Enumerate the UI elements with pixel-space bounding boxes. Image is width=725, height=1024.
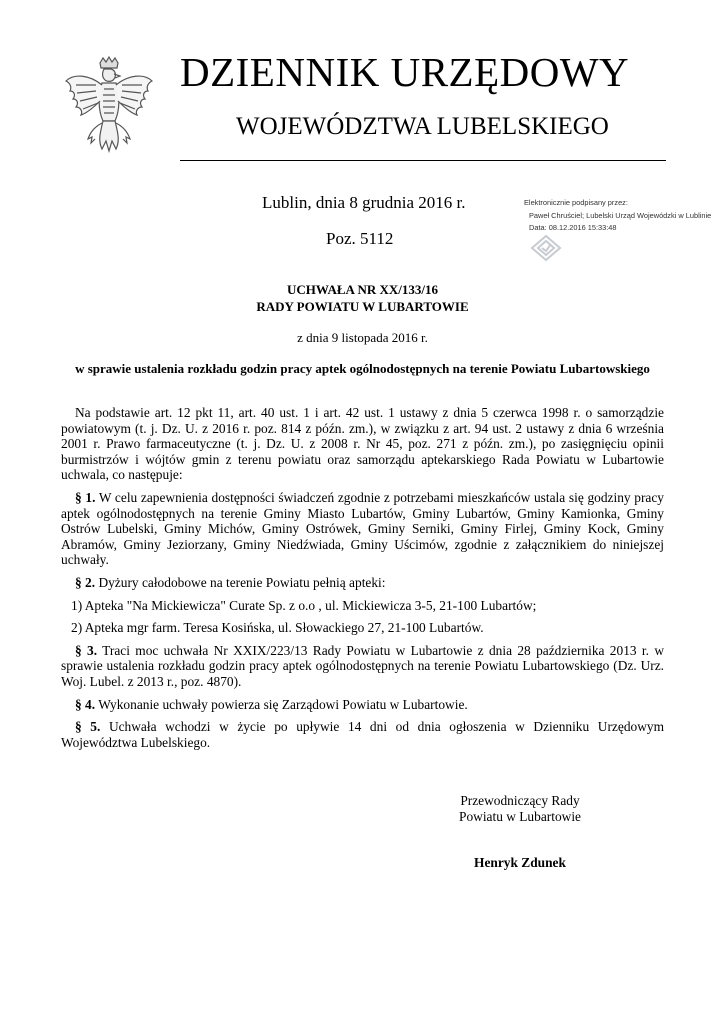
act-issuer: RADY POWIATU W LUBARTOWIE — [256, 299, 469, 314]
electronic-signature-block — [524, 197, 720, 235]
act-date: z dnia 9 listopada 2016 r. — [297, 330, 428, 345]
act-number: UCHWAŁA NR XX/133/16 — [287, 282, 438, 297]
signature-signer: Paweł Chruściel; Lubelski Urząd Wojewódzki w Lublinie — [529, 210, 712, 220]
place-date: Lublin, dnia 8 grudnia 2016 r. — [262, 193, 466, 212]
preamble: Na podstawie art. 12 pkt 11, art. 40 ust. 1 i art. 42 ust. 1 ustawy z dnia 5 czerwca 1998 r. o samorządzie powiatowym (t. j. Dz. U. z 2016 r. poz. 814 z późn. zm.), w związku z art. 94 ust. 2 ustawy z dnia 6 września 2001 r. Prawo farmaceutyczne (t. j. Dz. U. z 2008 r. Nr 45, poz. 271 z późn. zm.), po zasięgnięciu opinii burmistrzów i wójtów gmin z terenu powiatu oraz samorządu aptekarskiego Rada Powiatu w Lubartowie uchwala, co następuje: — [61, 405, 664, 483]
section-5 — [61, 719, 664, 750]
chair-title — [440, 793, 600, 824]
header-divider — [180, 160, 666, 161]
section-1-label: § 1. — [75, 489, 96, 505]
journal-title: DZIENNIK URZĘDOWY — [180, 49, 630, 95]
chair-line-1: Przewodniczący Rady — [460, 793, 580, 808]
section-3-text: Traci moc uchwała Nr XXIX/223/13 Rady Powiatu w Lubartowie z dnia 28 października 2013 r. w sprawie ustalenia rozkładu godzin pracy aptek ogólnodostępnych na terenie Powiatu Lubartowskiego (Dz. Urz. Woj. Lubel. z 2013 r., poz. 4870). — [61, 642, 664, 689]
act-subject: w sprawie ustalenia rozkładu godzin pracy aptek ogólnodostępnych na terenie Powiatu Lubartowskiego — [75, 361, 650, 376]
section-3 — [61, 643, 664, 690]
act-content — [61, 405, 664, 757]
section-5-label: § 5. — [75, 719, 101, 735]
journal-subtitle: WOJEWÓDZTWA LUBELSKIEGO — [236, 113, 609, 140]
signature-label: Elektronicznie podpisany przez: — [524, 198, 628, 207]
section-5-text: Uchwała wchodzi w życie po upływie 14 dni od dnia ogłoszenia w Dzienniku Urzędowym Województwa Lubelskiego. — [61, 719, 664, 750]
position-number: Poz. 5112 — [326, 229, 394, 248]
act-heading — [0, 281, 725, 315]
signature-date: Data: 08.12.2016 15:33:48 — [529, 223, 617, 232]
section-3-label: § 3. — [75, 642, 98, 658]
section-2-label: § 2. — [75, 574, 96, 590]
section-4-text: Wykonanie uchwały powierza się Zarządowi Powiatu w Lubartowie. — [95, 696, 468, 712]
list-item: 1) Apteka "Na Mickiewicza" Curate Sp. z o.o , ul. Mickiewicza 3-5, 21-100 Lubartów; — [71, 597, 537, 613]
polish-eagle-emblem-icon — [62, 55, 156, 165]
section-1-text: W celu zapewnienia dostępności świadczeń zgodnie z potrzebami mieszkańców ustala się godziny pracy aptek ogólnodostępnych na terenie Gminy Miasto Lubartów, Gminy Lubartów, Gminy Kamionka, Gminy Ostrów Lubelski, Gminy Michów, Gminy Ostrówek, Gminy Serniki, Gminy Firlej, Gminy Kock, Gminy Abramów, Gminy Jeziorzany, Gminy Niedźwiada, Gminy Uścimów, zgodnie z załącznikiem do niniejszej uchwały. — [61, 489, 664, 568]
list-item: 2) Apteka mgr farm. Teresa Kosińska, ul. Słowackiego 27, 21-100 Lubartów. — [71, 620, 484, 636]
signature-check-icon — [530, 232, 562, 264]
section-4-label: § 4. — [75, 696, 96, 712]
section-2-text: Dyżury całodobowe na terenie Powiatu pełnią apteki: — [95, 574, 386, 590]
chair-name: Henryk Zdunek — [474, 855, 566, 870]
section-1 — [61, 490, 664, 568]
chair-line-2: Powiatu w Lubartowie — [459, 808, 581, 824]
section-4 — [61, 697, 664, 713]
section-2 — [61, 575, 664, 591]
